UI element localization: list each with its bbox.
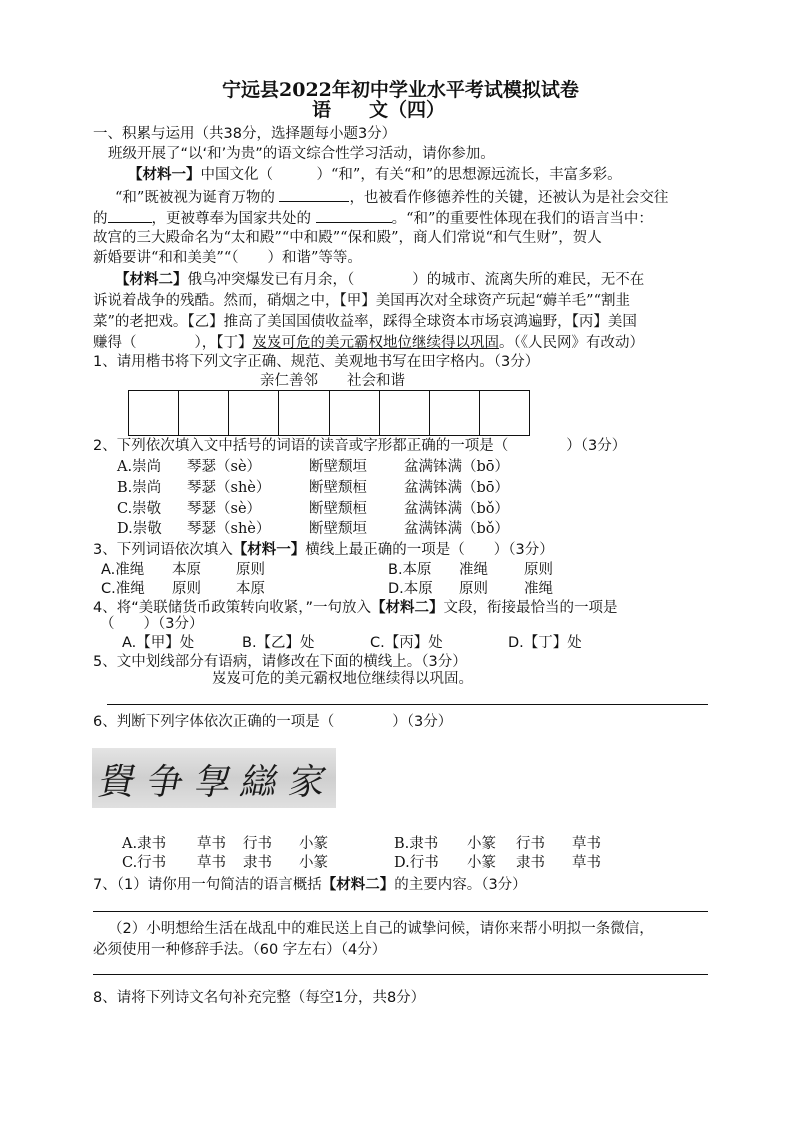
q7-part2-line2: 必须使用一种修辞手法。（60 字左右）（4分） bbox=[93, 942, 387, 958]
blank-3[interactable] bbox=[316, 207, 392, 223]
q1-text: 亲仁善邻 社会和谐 bbox=[260, 373, 405, 389]
exam-subject: 语 文（四） bbox=[312, 99, 446, 121]
material2-line1: 【材料二】俄乌冲突爆发已有月余，（ ）的城市、流离失所的难民，无不在 bbox=[115, 272, 645, 288]
grid-cell[interactable] bbox=[480, 391, 529, 435]
material2-line4: 赚得（ ），【丁】岌岌可危的美元霸权地位继续得以巩固。（《人民网》有改动） bbox=[93, 335, 644, 351]
grid-cell[interactable] bbox=[380, 391, 430, 435]
seal-char: 䜌 bbox=[237, 762, 282, 803]
q2-stem: 2、下列依次填入文中括号的词语的读音或字形都正确的一项是（ ）（3分） bbox=[93, 438, 627, 454]
exam-title: 宁远县2022年初中学业水平考试模拟试卷 bbox=[222, 79, 579, 101]
grid-cell[interactable] bbox=[129, 391, 179, 435]
seal-char: 家 bbox=[285, 762, 330, 803]
tian-grid[interactable] bbox=[128, 390, 530, 436]
material2-tag: 【材料二】 bbox=[115, 272, 188, 288]
q8-stem: 8、请将下列诗文名句补充完整（每空1分，共8分） bbox=[93, 990, 426, 1006]
q7-answer-line-2[interactable] bbox=[93, 974, 708, 975]
q4-stem: 4、将“美联储货币政策转向收紧，”一句放入【材料二】文段，衔接最恰当的一项是 bbox=[93, 600, 618, 616]
q5-sentence: 岌岌可危的美元霸权地位继续得以巩固。 bbox=[212, 671, 473, 687]
grid-cell[interactable] bbox=[430, 391, 480, 435]
material2-line3: 菜”的老把戏。【乙】推高了美国国债收益率，踩得全球资本市场哀鸿遍野，【丙】美国 bbox=[93, 314, 637, 330]
seal-char: 争 bbox=[143, 762, 188, 803]
q4-option-a[interactable]: A.【甲】处 bbox=[122, 635, 195, 651]
underlined-sentence: 岌岌可危的美元霸权地位继续得以巩固 bbox=[252, 335, 499, 351]
material1-line1: 【材料一】中国文化（ ）“和”，有关“和”的思想源远流长，丰富多彩。 bbox=[128, 167, 622, 183]
blank-1[interactable] bbox=[279, 186, 349, 202]
grid-cell[interactable] bbox=[179, 391, 229, 435]
q5-stem: 5、文中划线部分有语病，请修改在下面的横线上。（3分） bbox=[93, 654, 467, 670]
material1-line3: 的 ，更被尊奉为国家共处的 。“和”的重要性体现在我们的语言当中： bbox=[93, 207, 653, 229]
activity-intro: 班级开展了“以‘和’为贵”的语文综合性学习活动，请你参加。 bbox=[108, 146, 495, 162]
q4-option-b[interactable]: B.【乙】处 bbox=[242, 635, 315, 651]
q4-option-d[interactable]: D.【丁】处 bbox=[508, 635, 582, 651]
seal-char: 㝁 bbox=[191, 762, 236, 803]
material2-line2: 诉说着战争的残酷。然而，硝烟之中，【甲】美国再次对全球资产玩起“薅羊毛”“割韭 bbox=[93, 293, 630, 309]
q4-stem-cont: （ ）（3分） bbox=[100, 616, 204, 632]
q5-answer-line[interactable] bbox=[107, 704, 708, 705]
calligraphy-image bbox=[92, 748, 336, 808]
q4-option-c[interactable]: C.【丙】处 bbox=[370, 635, 443, 651]
material1-line4: 故宫的三大殿命名为“太和殿”“中和殿”“保和殿”，商人们常说“和气生财”，贺人 bbox=[93, 230, 602, 246]
grid-cell[interactable] bbox=[279, 391, 329, 435]
material1-line2: “和”既被视为诞育万物的 ，也被看作修德养性的关键，还被认为是社会交往 bbox=[115, 186, 668, 208]
q7-part2-line1: （2）小明想给生活在战乱中的难民送上自己的诚挚问候，请你来帮小明拟一条微信， bbox=[108, 921, 654, 937]
q7-answer-line-1[interactable] bbox=[93, 911, 708, 912]
blank-2[interactable] bbox=[108, 207, 152, 223]
q3-stem: 3、下列词语依次填入【材料一】横线上最正确的一项是（ ）（3分） bbox=[93, 542, 554, 558]
grid-cell[interactable] bbox=[229, 391, 279, 435]
material1-line5: 新婚要讲“和和美美”“（ ）和谐”等等。 bbox=[93, 250, 362, 266]
q6-stem: 6、判断下列字体依次正确的一项是（ ）（3分） bbox=[93, 714, 453, 730]
q1-stem: 1、请用楷书将下列文字正确、规范、美观地书写在田字格内。（3分） bbox=[93, 354, 540, 370]
section-heading: 一、积累与运用（共38分，选择题每小题3分） bbox=[93, 126, 397, 142]
material1-tag: 【材料一】 bbox=[128, 167, 201, 183]
grid-cell[interactable] bbox=[330, 391, 380, 435]
q7-stem: 7、（1）请你用一句简洁的语言概括【材料二】的主要内容。（3分） bbox=[93, 877, 527, 893]
seal-char: 䝿 bbox=[95, 762, 140, 803]
